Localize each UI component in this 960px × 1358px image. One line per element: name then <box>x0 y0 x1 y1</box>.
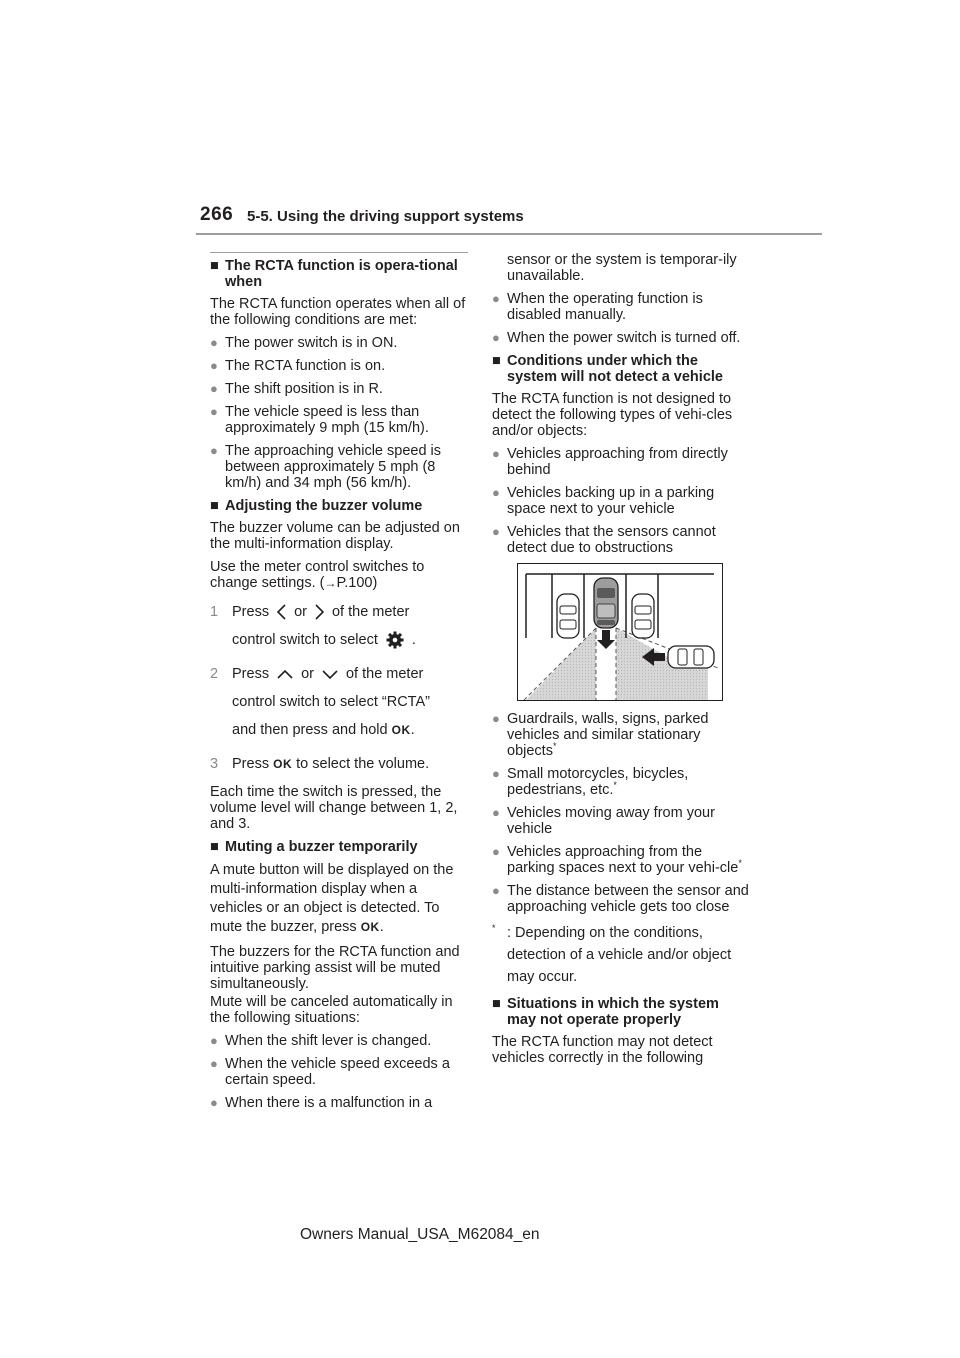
step-number: 1 <box>210 604 219 620</box>
paragraph: The RCTA function may not detect vehicles correctly in the following <box>492 1034 713 1066</box>
heading-situations-may-not-operate: ■ Situations in which the system may not operate properly <box>492 996 719 1028</box>
list-item: ● Vehicles backing up in a parking space next to your vehicle <box>492 485 715 517</box>
square-bullet-icon: ■ <box>210 258 219 274</box>
list-item: ● When there is a malfunction in a <box>210 1095 433 1111</box>
bullet-icon: ● <box>492 291 500 306</box>
paragraph-continuation: sensor or the system is temporar-ily unavailable. <box>507 252 737 284</box>
footnote: * : Depending on the conditions, detection of a vehicle and/or object may occur. <box>492 923 732 985</box>
square-bullet-icon: ■ <box>492 353 501 369</box>
bullet-icon: ● <box>210 358 218 373</box>
chevron-up-icon <box>277 670 293 679</box>
bullet-icon: ● <box>492 883 500 898</box>
parking-illustration <box>517 563 723 701</box>
section-title: 5-5. Using the driving support systems <box>247 208 524 225</box>
square-bullet-icon: ■ <box>210 839 219 855</box>
step-number: 2 <box>210 666 219 682</box>
heading-conditions-not-detect: ■ Conditions under which the system will not detect a vehicle <box>492 353 723 385</box>
bullet-icon: ● <box>210 1056 218 1071</box>
list-item: ● Small motorcycles, bicycles, pedestrians, etc.* <box>492 766 689 798</box>
bullet-icon: ● <box>210 1095 218 1110</box>
list-item: ● The vehicle speed is less than approximately 9 mph (15 km/h). <box>210 404 429 436</box>
chevron-left-icon <box>277 604 286 620</box>
chevron-right-icon <box>315 604 324 620</box>
list-item: ● The approaching vehicle speed is between approximately 5 mph (8 km/h) and 34 mph (56 km/h). <box>210 443 442 491</box>
paragraph: Use the meter control switches to change settings. (→P.100) <box>210 559 425 591</box>
list-item: ● Vehicles approaching from the parking spaces next to your vehi-cle* <box>492 844 742 876</box>
list-item: ● Guardrails, walls, signs, parked vehicles and similar stationary objects* <box>492 711 709 759</box>
square-bullet-icon: ■ <box>210 498 219 514</box>
heading-rcta-operational: ■ The RCTA function is opera-tional when <box>210 258 458 290</box>
bullet-icon: ● <box>492 844 500 859</box>
arrow-right-icon: → <box>324 576 337 590</box>
square-bullet-icon: ■ <box>492 996 501 1012</box>
chevron-down-icon <box>322 670 338 679</box>
ok-switch-label: OK <box>360 920 380 934</box>
parking-diagram <box>518 564 722 700</box>
bullet-icon: ● <box>492 330 500 345</box>
own-vehicle <box>594 578 618 628</box>
ok-switch-label: OK <box>391 723 411 737</box>
paragraph: Each time the switch is pressed, the volume level will change between 1, 2, and 3. <box>210 784 458 832</box>
paragraph: A mute button will be displayed on the multi-information display when a vehicles or an object is detected. To mute the buzzer, press OK. <box>210 862 454 935</box>
header-rule <box>196 233 822 235</box>
list-item: ● Vehicles that the sensors cannot detect due to obstructions <box>492 524 716 556</box>
bullet-icon: ● <box>210 381 218 396</box>
step-3: 3 Press OK to select the volume. <box>210 750 468 778</box>
page-reference-link[interactable]: P.100) <box>336 575 378 591</box>
column-top-rule <box>210 252 468 253</box>
ok-switch-label: OK <box>273 757 293 771</box>
page-number: 266 <box>200 204 234 225</box>
parked-car-left <box>557 594 579 638</box>
heading-muting-buzzer: ■ Muting a buzzer temporarily <box>210 839 418 855</box>
bullet-icon: ● <box>210 335 218 350</box>
gear-icon <box>386 631 404 649</box>
heading-buzzer-volume: ■ Adjusting the buzzer volume <box>210 498 423 514</box>
paragraph: Mute will be canceled automatically in the following situations: <box>210 994 453 1026</box>
paragraph: The RCTA function is not designed to detect the following types of vehi-cles and/or objects: <box>492 391 733 439</box>
parked-car-right <box>632 594 654 638</box>
bullet-icon: ● <box>492 446 500 461</box>
paragraph: The buzzer volume can be adjusted on the multi-information display. <box>210 520 460 552</box>
bullet-icon: ● <box>492 485 500 500</box>
left-column <box>210 252 468 1118</box>
step-2: 2 Press or of the meter control switch to select “RCTA” and then press and hold OK. <box>210 660 468 744</box>
list-item: ● When the power switch is turned off. <box>492 330 741 346</box>
paragraph: The buzzers for the RCTA function and intuitive parking assist will be muted simultaneously. <box>210 944 460 992</box>
list-item: ● Vehicles approaching from directly behind <box>492 446 728 478</box>
step-number: 3 <box>210 756 219 772</box>
step-1: 1 Press or of the meter control switch to select . <box>210 598 468 654</box>
right-column <box>492 252 750 1073</box>
paragraph: The RCTA function operates when all of the following conditions are met: <box>210 296 466 328</box>
list-item: ● The shift position is in R. <box>210 381 383 397</box>
bullet-icon: ● <box>210 443 218 458</box>
approaching-vehicle <box>668 646 714 668</box>
parking-lines <box>526 574 714 638</box>
list-item: ● Vehicles moving away from your vehicle <box>492 805 715 837</box>
list-item: ● When the vehicle speed exceeds a certain speed. <box>210 1056 450 1088</box>
bullet-icon: ● <box>492 805 500 820</box>
bullet-icon: ● <box>492 766 500 781</box>
bullet-icon: ● <box>492 524 500 539</box>
list-item: ● When the operating function is disabled manually. <box>492 291 703 323</box>
reverse-arrow-icon <box>597 630 615 649</box>
list-item: ● The distance between the sensor and approaching vehicle gets too close <box>492 883 749 915</box>
list-item: ● The RCTA function is on. <box>210 358 386 374</box>
bullet-icon: ● <box>492 711 500 726</box>
list-item: ● The power switch is in ON. <box>210 335 398 351</box>
footer-document-id: Owners Manual_USA_M62084_en <box>300 1226 540 1243</box>
list-item: ● When the shift lever is changed. <box>210 1033 432 1049</box>
bullet-icon: ● <box>210 1033 218 1048</box>
bullet-icon: ● <box>210 404 218 419</box>
